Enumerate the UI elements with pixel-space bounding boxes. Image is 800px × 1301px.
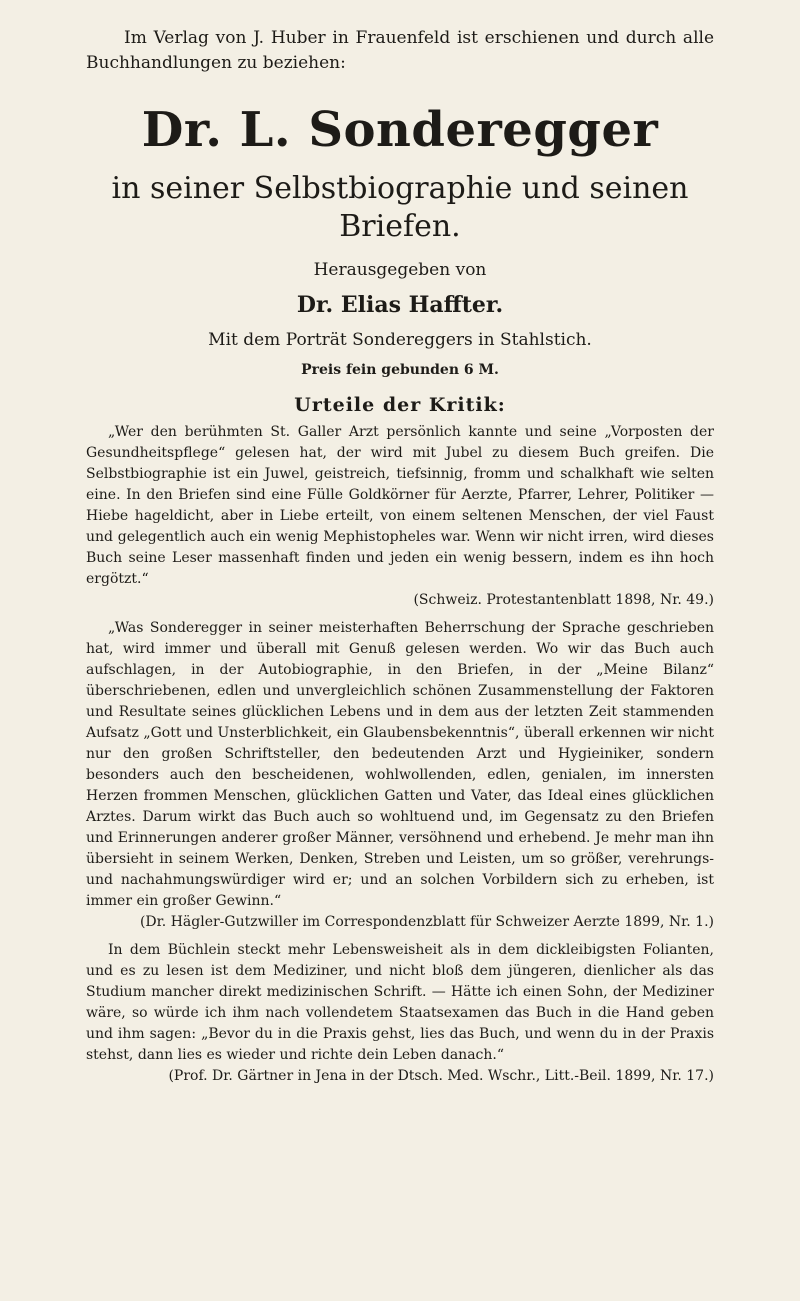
editor-name: Dr. Elias Haffter. <box>296 292 504 318</box>
review-text: „Wer den berühmten St. Galler Arzt persönlich kannte und seine „Vorposten der Gesundheitspflege“ gelesen hat, der wird mit Jubel zu diesem Buch greifen. Die Selbstbiographie ist ein Juwel, geistreich, tiefsinnig, fromm und schalkhaft wie selten eine. In den Briefen sind eine Fülle Goldkörner für Aerzte, Pfarrer, Lehrer, Politiker — Hiebe hageldicht, aber in Liebe erteilt, von einem seltenen Menschen, der viel Faust und gelegentlich auch ein wenig Mephistopheles war. Wenn wir nicht irren, wird dieses Buch seine Leser massenhaft finden und jeden ein wenig bessern, indem es ihn hoch ergötzt.“ <box>86 424 714 587</box>
review-source: (Prof. Dr. Gärtner in Jena in der Dtsch. Med. Wschr., Litt.-Beil. 1899, Nr. 17.) <box>168 1068 714 1084</box>
review-source: (Schweiz. Protestantenblatt 1898, Nr. 49.) <box>413 592 714 608</box>
price-line: Preis fein gebunden 6 M. <box>301 362 499 378</box>
book-title: Dr. L. Sonderegger <box>141 102 659 158</box>
publisher-intro: Im Verlag von J. Huber in Frauenfeld ist erschienen und durch alle Buchhandlungen zu beziehen: <box>86 28 714 73</box>
review-3 <box>86 940 714 1087</box>
book-subtitle: in seiner Selbstbiographie und seinen Briefen. <box>111 171 689 244</box>
review-text: „Was Sonderegger in seiner meisterhaften Beherrschung der Sprache geschrieben hat, wird immer und überall mit Genuß gelesen werden. Wo wir das Buch auch aufschlagen, in der Autobiographie, in den Briefen, in der „Meine Bilanz“ überschriebenen, edlen und unvergleichlich schönen Zusammenstellung der Faktoren und Resultate seines glücklichen Lebens und in dem aus der letzten Zeit stammenden Aufsatz „Gott und Unsterblichkeit, ein Glaubensbekenntnis“, überall erkennen wir nicht nur den großen Schriftsteller, den bedeutenden Arzt und Hygieiniker, sondern besonders auch den bescheidenen, wohlwollenden, edlen, genialen, im innersten Herzen frommen Menschen, glücklichen Gatten und Vater, das Ideal eines glücklichen Arztes. Darum wirkt das Buch auch so wohltuend und, im Gegensatz zu den Briefen und Erinnerungen anderer großer Männer, versöhnend und erhebend. Je mehr man ihn übersieht in seinem Werken, Denken, Streben und Leisten, um so größer, verehrungs- und nachahmungswürdiger wird er; und an solchen Vorbildern sich zu erheben, ist immer ein großer Gewinn.“ <box>86 620 714 909</box>
reviews-heading: Urteile der Kritik: <box>294 394 506 416</box>
review-2 <box>86 618 714 933</box>
portrait-note: Mit dem Porträt Sondereggers in Stahlstich. <box>208 330 592 350</box>
review-source: (Dr. Hägler-Gutzwiller im Correspondenzblatt für Schweizer Aerzte 1899, Nr. 1.) <box>139 914 714 930</box>
review-1 <box>86 422 714 611</box>
review-text: In dem Büchlein steckt mehr Lebensweisheit als in dem dickleibigsten Folianten, und es zu lesen ist dem Mediziner, und nicht bloß dem jüngeren, dienlicher als das Studium mancher direkt medizinischen Schrift. — Hätte ich einen Sohn, der Mediziner wäre, so würde ich ihm nach vollendetem Staatsexamen das Buch in die Hand geben und ihm sagen: „Bevor du in die Praxis gehst, lies das Buch, und wenn du in der Praxis stehst, dann lies es wieder und richte dein Leben danach.“ <box>86 942 714 1063</box>
editor-intro: Herausgegeben von <box>313 260 487 280</box>
